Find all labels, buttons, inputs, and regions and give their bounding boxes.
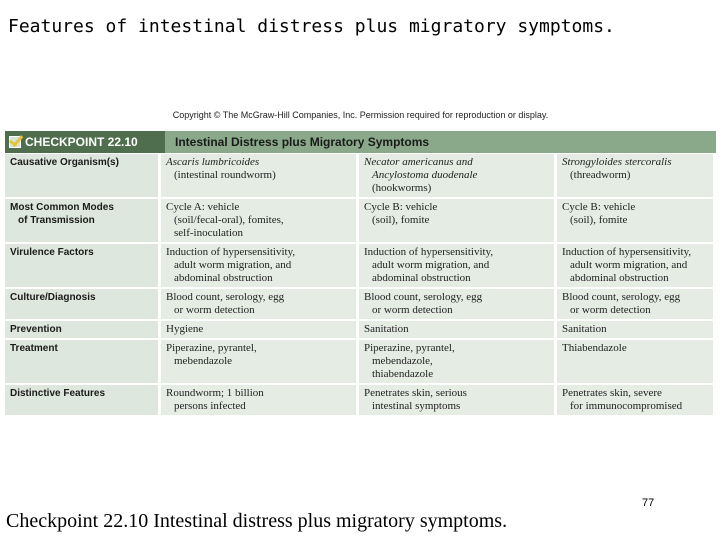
table-cell [161,340,359,385]
checkpoint-header [5,131,716,153]
table-row [5,385,716,417]
cell-line: (intestinal roundworm) [174,169,276,181]
organism-name: Ascaris lumbricoides [166,156,260,168]
row-label-line: of Transmission [18,215,95,226]
cell-line: persons infected [174,400,246,412]
table-cell [161,289,359,321]
cell-line: thiabendazole [372,368,434,380]
cell-line: Induction of hypersensitivity, [562,246,692,258]
table-cell [359,199,557,244]
row-label: Prevention [5,321,161,340]
cell-line: Sanitation [364,323,409,335]
table-row [5,321,716,340]
row-label: Culture/Diagnosis [5,289,161,321]
cell-line: Blood count, serology, egg [562,291,681,303]
cell-line: (threadworm) [570,169,631,181]
cell-line: abdominal obstruction [174,272,273,284]
cell-line: adult worm migration, and [570,259,688,271]
organism-name: Strongyloides stercoralis [562,156,672,168]
table-cell [557,199,716,244]
row-label: Causative Organism(s) [5,154,161,199]
cell-line: adult worm migration, and [174,259,292,271]
slide-title: Features of intestinal distress plus migratory symptoms. [8,16,615,37]
organism-name: Ancylostoma duodenale [372,169,478,181]
cell-line: (hookworms) [372,182,432,194]
table-row [5,154,716,199]
cell-line: self-inoculation [174,227,244,239]
cell-line: intestinal symptoms [372,400,461,412]
table-cell [557,154,716,199]
table-cell [557,244,716,289]
checkpoint-title: Intestinal Distress plus Migratory Symptoms [175,135,430,149]
table-cell [359,385,557,417]
checkpoint-badge-label: CHECKPOINT 22.10 [25,135,138,149]
cell-line: or worm detection [174,304,255,316]
cell-line: Cycle A: vehicle [166,201,240,213]
table-row [5,340,716,385]
checkpoint-table [5,154,716,417]
table-cell [359,340,557,385]
checkmark-icon [9,136,21,148]
page-number: 77 [642,497,655,509]
cell-line: (soil), fomite [570,214,628,226]
table-cell [557,340,716,385]
row-label: Distinctive Features [5,385,161,417]
cell-line: Cycle B: vehicle [364,201,438,213]
cell-line: adult worm migration, and [372,259,490,271]
cell-line: Penetrates skin, serious [364,387,467,399]
cell-line: (soil), fomite [372,214,430,226]
cell-line: for immunocompromised [570,400,683,412]
cell-line: Roundworm; 1 billion [166,387,264,399]
cell-line: Blood count, serology, egg [166,291,285,303]
checkpoint-figure [5,107,716,429]
table-cell [557,321,716,340]
cell-line: Blood count, serology, egg [364,291,483,303]
cell-line: abdominal obstruction [372,272,471,284]
cell-line: Induction of hypersensitivity, [166,246,296,258]
table-cell [161,199,359,244]
table-cell [359,321,557,340]
table-cell [161,385,359,417]
table-cell [161,244,359,289]
table-cell [557,289,716,321]
row-label: Virulence Factors [5,244,161,289]
cell-line: Induction of hypersensitivity, [364,246,494,258]
table-cell [161,154,359,199]
cell-line: or worm detection [570,304,651,316]
slide-caption: Checkpoint 22.10 Intestinal distress plus migratory symptoms. [6,510,508,532]
cell-line: Thiabendazole [562,342,627,354]
table-row [5,289,716,321]
cell-line: Piperazine, pyrantel, [364,342,455,354]
cell-line: (soil/fecal-oral), fomites, [174,214,284,226]
row-label [5,199,161,244]
cell-line: or worm detection [372,304,453,316]
organism-name: Necator americanus and [364,156,473,168]
table-row [5,244,716,289]
cell-line: abdominal obstruction [570,272,669,284]
row-label: Treatment [5,340,161,385]
cell-line: Penetrates skin, severe [562,387,662,399]
cell-line: Piperazine, pyrantel, [166,342,257,354]
cell-line: Cycle B: vehicle [562,201,636,213]
table-cell [359,154,557,199]
checkpoint-badge [5,131,165,153]
table-cell [359,289,557,321]
copyright-notice: Copyright © The McGraw-Hill Companies, Inc. Permission required for reproduction or display. [172,110,549,120]
table-row [5,199,716,244]
cell-line: mebendazole [174,355,233,367]
row-label-line: Most Common Modes [10,202,114,213]
cell-line: Hygiene [166,323,204,335]
table-cell [557,385,716,417]
table-cell [161,321,359,340]
cell-line: Sanitation [562,323,607,335]
table-cell [359,244,557,289]
cell-line: mebendazole, [372,355,433,367]
